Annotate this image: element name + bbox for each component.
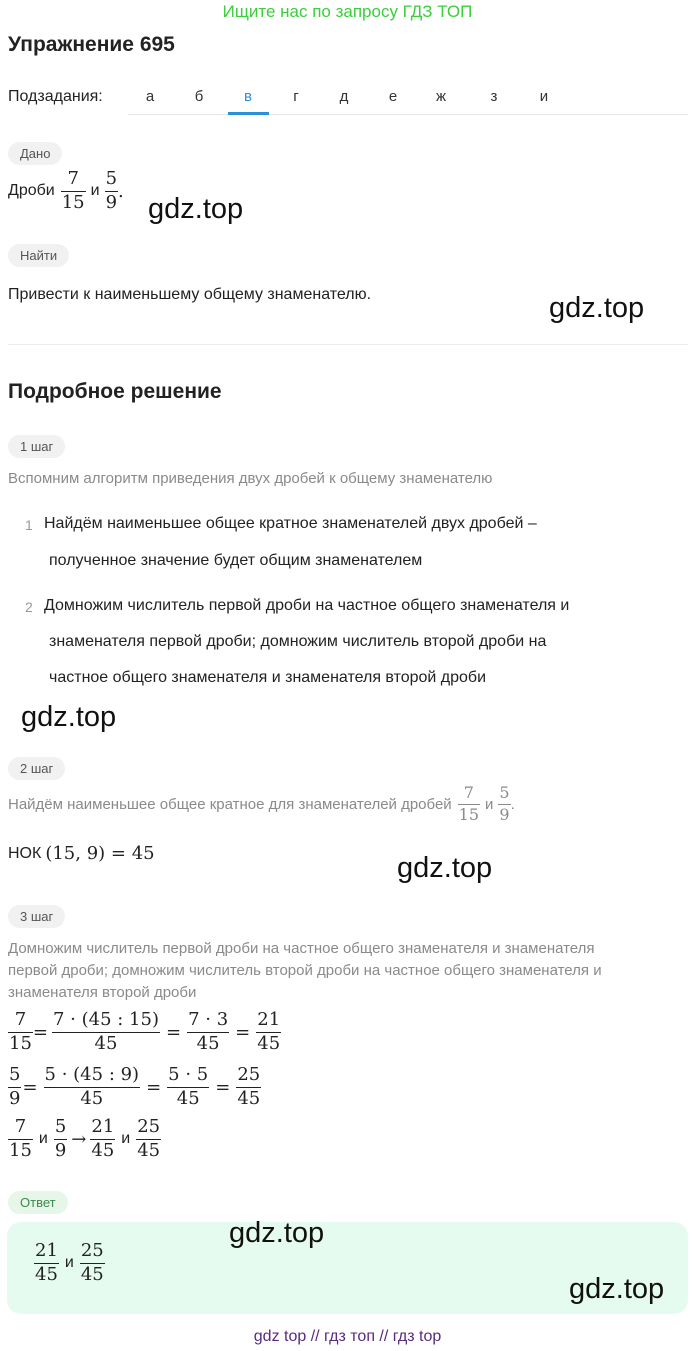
numerator: 7: [14, 1009, 27, 1030]
numerator: 25: [137, 1116, 161, 1137]
active-tab-indicator: [228, 112, 269, 115]
numerator: 21: [91, 1116, 115, 1137]
step2-fraction-2: [498, 785, 510, 824]
numerator: 7 · (45 : 15): [53, 1009, 159, 1030]
list-item-number: 2: [25, 599, 33, 615]
list-item-line: Домножим числитель первой дроби на частное общего знаменателя и: [44, 597, 570, 614]
equals-sign: =: [215, 1076, 231, 1098]
fraction: [236, 1066, 261, 1109]
watermark: gdz.top: [229, 1217, 325, 1249]
numerator: 25: [80, 1240, 104, 1261]
footer-links[interactable]: gdz top // гдз топ // гдз top: [253, 1328, 442, 1345]
nok-prefix: НОК: [8, 844, 42, 862]
joiner: и: [38, 1130, 48, 1148]
step2-statement: [8, 785, 515, 824]
nok-expression: (15, 9) = 45: [45, 843, 155, 864]
list-item-line: Найдём наименьшее общее кратное знаменателей двух дробей –: [44, 515, 537, 532]
denominator: 45: [257, 1032, 281, 1054]
numerator: 7: [67, 168, 79, 189]
numerator: 5 · 5: [168, 1064, 209, 1085]
denominator: 45: [176, 1087, 200, 1109]
watermark: gdz.top: [148, 193, 244, 225]
step1-intro: Вспомним алгоритм приведения двух дробей к общему знаменателю: [8, 470, 493, 487]
numerator: 7: [14, 1116, 27, 1137]
step2-fraction-1: [458, 785, 480, 824]
equals-sign: =: [22, 1076, 38, 1098]
promo-banner: Ищите нас по запросу ГДЗ ТОП: [222, 2, 473, 21]
denominator: 15: [61, 191, 85, 213]
arrow-icon: →: [71, 1128, 87, 1150]
answer-value: [34, 1242, 105, 1285]
equation-1: [8, 1011, 281, 1054]
watermark: gdz.top: [21, 701, 117, 733]
solution-title: Подробное решение: [8, 380, 222, 403]
given-fraction-1: [61, 170, 86, 213]
step3-line: первой дроби; домножим числитель второй дроби на частное общего знаменателя и: [8, 962, 602, 979]
step2-badge: 2 шаг: [8, 757, 65, 780]
numerator: 5 · (45 : 9): [44, 1064, 140, 1085]
list-item-line: полученное значение будет общим знаменателем: [49, 552, 423, 569]
equals-sign: =: [146, 1076, 162, 1098]
fraction: [90, 1118, 115, 1161]
watermark: gdz.top: [569, 1273, 665, 1305]
given-joiner: и: [90, 182, 100, 200]
step2-text: Найдём наименьшее общее кратное для знаменателей дробей: [8, 795, 452, 813]
step3-line: знаменателя второй дроби: [8, 984, 197, 1001]
numerator: 5: [54, 1116, 67, 1137]
given-statement: [8, 170, 124, 213]
step2-end: .: [510, 795, 515, 813]
watermark: gdz.top: [397, 852, 493, 884]
numerator: 5: [105, 168, 118, 189]
nok-line: [8, 843, 155, 864]
denominator: 9: [54, 1139, 67, 1161]
tab-4[interactable]: д: [339, 88, 349, 105]
list-item-line: знаменателя первой дроби; домножим числитель второй дроби на: [49, 633, 547, 650]
fraction: [44, 1066, 141, 1109]
denominator: 9: [105, 191, 118, 213]
fraction: [52, 1011, 160, 1054]
numerator: 7: [463, 783, 474, 802]
answer-badge: Ответ: [8, 1191, 68, 1214]
fraction: [8, 1118, 33, 1161]
page-title: Упражнение 695: [8, 33, 175, 56]
denominator: 15: [458, 804, 480, 824]
tab-0[interactable]: а: [145, 88, 155, 105]
joiner: и: [121, 1130, 131, 1148]
denominator: 45: [137, 1139, 161, 1161]
subtasks-label: Подзадания:: [8, 88, 103, 105]
find-text: Привести к наименьшему общему знаменателю.: [8, 286, 372, 303]
list-item-line: частное общего знаменателя и знаменателя второй дроби: [49, 669, 487, 686]
given-end: .: [118, 180, 124, 202]
denominator: 45: [237, 1087, 261, 1109]
denominator: 9: [9, 1087, 21, 1109]
fraction: [80, 1242, 105, 1285]
denominator: 45: [91, 1139, 115, 1161]
numerator: 5: [499, 783, 510, 802]
conversion-line: [8, 1118, 161, 1161]
find-badge: Найти: [8, 244, 69, 267]
numerator: 7 · 3: [188, 1009, 229, 1030]
fraction: [8, 1011, 33, 1054]
given-badge: Дано: [8, 142, 62, 165]
tab-7[interactable]: з: [490, 88, 498, 105]
tab-6[interactable]: ж: [435, 88, 447, 105]
section-divider: [8, 344, 688, 345]
fraction: [136, 1118, 161, 1161]
fraction: [187, 1011, 229, 1054]
tab-2[interactable]: в: [244, 88, 252, 105]
fraction: [8, 1066, 21, 1109]
tab-1[interactable]: б: [194, 88, 204, 105]
tab-3[interactable]: г: [293, 88, 299, 105]
joiner: и: [64, 1254, 74, 1272]
given-prefix: Дроби: [8, 182, 55, 200]
equals-sign: =: [235, 1021, 251, 1043]
given-fraction-2: [105, 170, 118, 213]
denominator: 45: [196, 1032, 220, 1054]
fraction: [54, 1118, 67, 1161]
tab-8[interactable]: и: [539, 88, 549, 105]
step3-badge: 3 шаг: [8, 905, 65, 928]
step2-joiner: и: [485, 795, 494, 813]
denominator: 45: [35, 1263, 58, 1285]
equals-sign: =: [165, 1021, 182, 1043]
numerator: 5: [9, 1064, 21, 1085]
equation-2: [8, 1066, 261, 1109]
numerator: 25: [237, 1064, 261, 1085]
fraction: [167, 1066, 209, 1109]
denominator: 15: [9, 1139, 32, 1161]
step3-line: Домножим числитель первой дроби на частное общего знаменателя и знаменателя: [8, 940, 595, 957]
denominator: 15: [9, 1032, 32, 1054]
watermark: gdz.top: [549, 292, 645, 324]
denominator: 45: [80, 1263, 104, 1285]
numerator: 21: [257, 1009, 281, 1030]
denominator: 9: [499, 804, 510, 824]
fraction: [34, 1242, 59, 1285]
equals-sign: =: [32, 1021, 48, 1043]
numerator: 21: [35, 1240, 58, 1261]
list-item-number: 1: [25, 517, 33, 533]
denominator: 45: [80, 1087, 104, 1109]
denominator: 45: [94, 1032, 118, 1054]
tab-5[interactable]: е: [388, 88, 398, 105]
fraction: [256, 1011, 281, 1054]
step1-badge: 1 шаг: [8, 435, 65, 458]
tabs-divider: [128, 114, 688, 115]
